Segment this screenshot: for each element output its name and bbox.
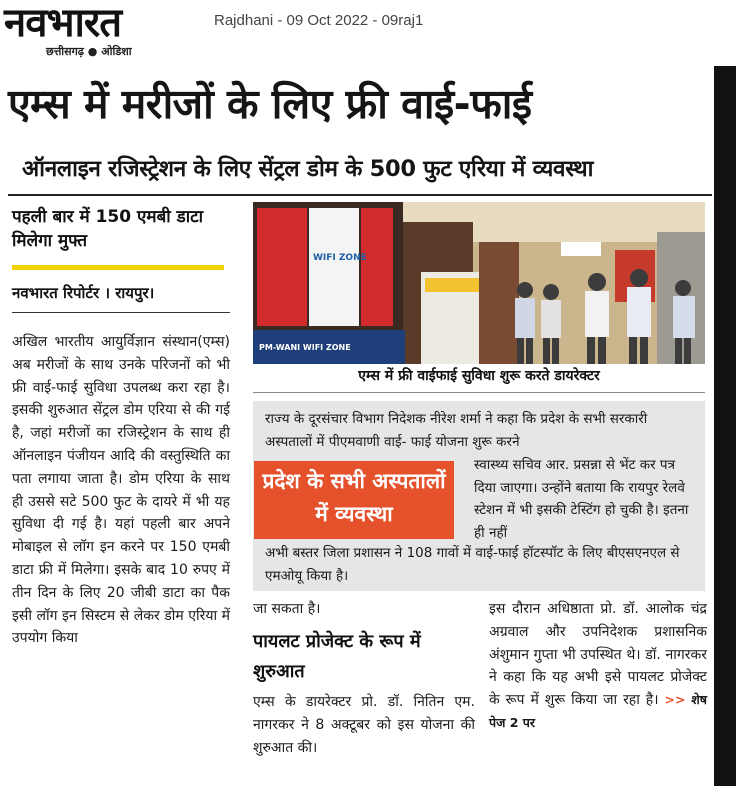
article-body-column-2-start: जा सकता है। [253,601,321,617]
sub-headline: ऑनलाइन रजिस्ट्रेशन के लिए सेंट्रल डोम के 500 फुट एरिया में व्यवस्था [22,156,594,182]
divider [8,194,712,196]
byline: नवभारत रिपोर्टर । रायपुर। [12,284,155,302]
kiosk-sign: PM-WANI WIFI ZONE [259,343,351,352]
continued-label: शेष पेज 2 पर [489,692,708,730]
region-label: छत्तीसगढ़ ● ओडिशा [46,45,132,58]
info-box-text-bottom: अभी बस्तर जिला प्रशासन ने 108 गावों में वाई-फाई हॉटस्पॉट के लिए बीएसएनएल से एमओयू किया है। [265,545,680,584]
highlight-text: पहली बार में 150 एमबी डाटा मिलेगा मुफ्त [12,207,204,251]
continued-arrows: >> [664,692,686,708]
right-margin-bar [714,66,736,786]
edition-info: Rajdhani - 09 Oct 2022 - 09raj1 [214,12,424,29]
photo-caption: एम्स में फ्री वाईफाई सुविधा शुरू करते डायरेक्टर [358,368,600,384]
wifi-sign: WIFI ZONE [313,253,367,263]
article-body-column-3-text: इस दौरान अधिष्ठाता प्रो. डॉ. आलोक चंद्र अग्रवाल और उपनिदेशक प्रशासनिक अंशुमान गुप्ता भी उपस्थित थे। डॉ. नागरकर ने कहा कि यह अभी इसे पायलट प्रोजेक्ट के रूप में शुरू किया जा रहा है। [489,601,707,709]
newspaper-logo: नवभारत [4,0,122,46]
photo-illustration [253,202,705,364]
pullquote: प्रदेश के सभी अस्पतालों में व्यवस्था [254,461,454,539]
divider [253,392,705,393]
article-body-column-1: अखिल भारतीय आयुर्विज्ञान संस्थान(एम्स) अब मरीजों के साथ उनके परिजनों को भी फ्री वाई-फाई सुविधा उपलब्ध करा रहा है। इसकी शुरुआत सेंट्रल डोम एरिया से की गई है, जहां मरीजों का रजिस्ट्रेशन के साथ ही ऑनलाइन पंजीयन आदि की वस्तुस्थिति का पता लगाया जाता है। डोम एरिया के साथ ही उससे सटे 500 फुट के दायरे में भी यह सुविधा दी गई है। यहां पहली बार अपने मोबाइल से लॉग इन करने पर 150 एमबी डाटा फ्री में मिलेगा। इसके बाद 10 रुपए में तीन दिन के लिए 20 जीबी डाटा का पैक इसी लॉग इन सिस्टम से लेकर डोम एरिया में उपयोग किया [12,334,230,647]
page-headline: एम्स में मरीजों के लिए फ्री वाई-फाई [8,80,532,128]
info-box-text-middle: स्वास्थ्य सचिव आर. प्रसन्ना से भेंट कर पत्र दिया जाएगा। उन्होंने बताया कि रायपुर रेलवे स्टेशन में भी इसकी टेस्टिंग हो चुकी है। इतना ही नहीं [474,457,689,541]
divider [12,312,230,313]
masthead [0,0,200,62]
section-subheading: पायलट प्रोजेक्ट के रूप में शुरुआत [253,631,421,682]
info-box-text-top: राज्य के दूरसंचार विभाग निदेशक नीरेश शर्मा ने कहा कि प्रदेश के सभी सरकारी अस्पतालों में पीएमवाणी वाई- फाई योजना शुरू करने [265,411,648,450]
news-photo [253,202,705,364]
article-body-column-2: एम्स के डायरेक्टर प्रो. डॉ. नितिन एम. नागरकर ने 8 अक्टूबर को इस योजना की शुरुआत की। [253,694,475,756]
article-body-column-3 [489,598,707,735]
highlight-underline [12,265,224,270]
